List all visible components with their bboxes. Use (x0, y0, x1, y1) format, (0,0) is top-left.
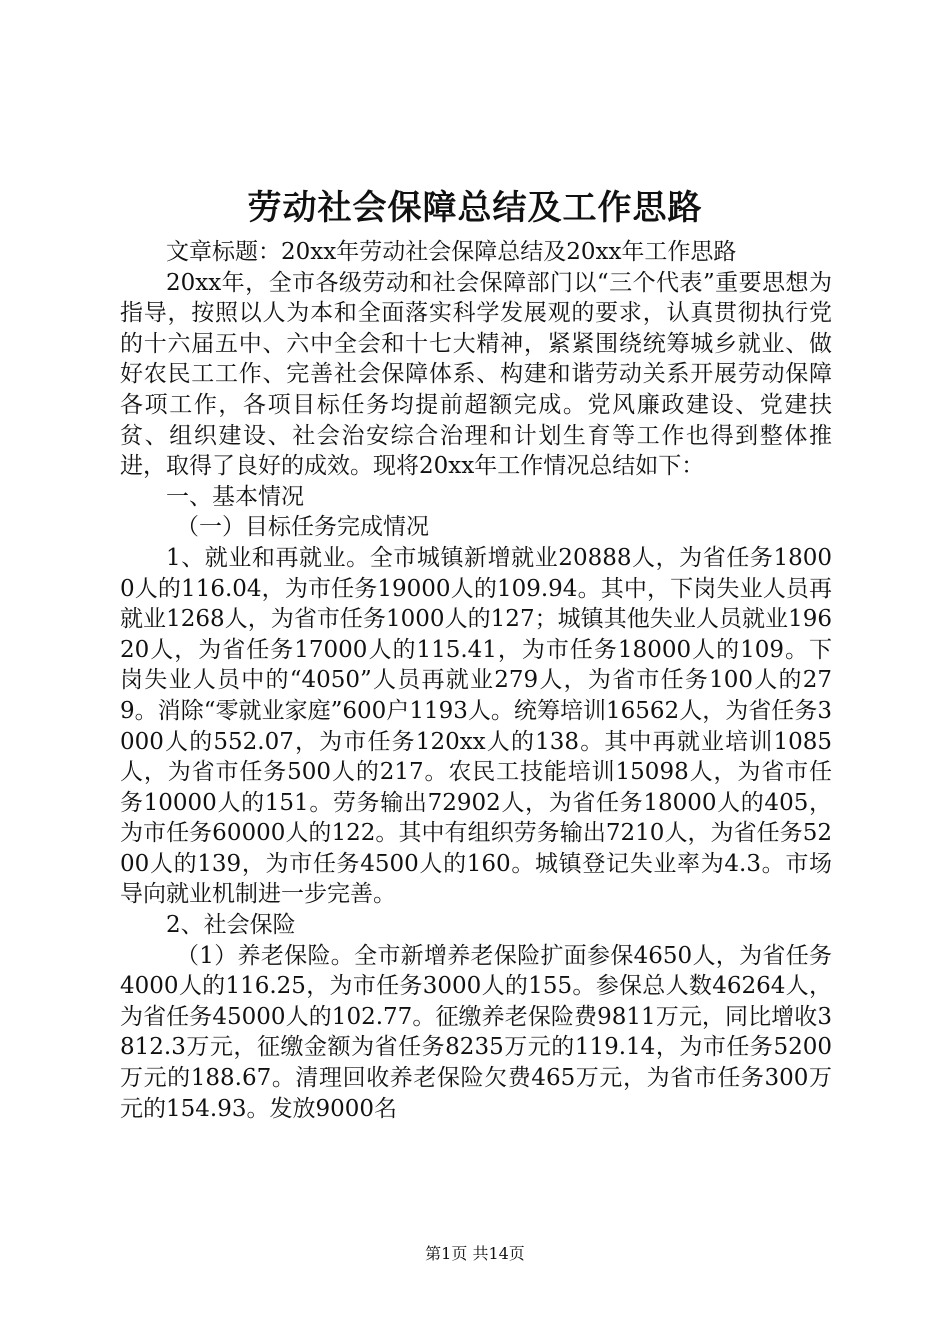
intro-paragraph: 20xx年，全市各级劳动和社会保障部门以“三个代表”重要思想为指导，按照以人为本和全面落实科学发展观的要求，认真贯彻执行党的十六届五中、六中全会和十七大精神，紧紧围绕统筹城乡就业、做好农民工工作、完善社会保障体系、构建和谐劳动关系开展劳动保障各项工作，各项目标任务均提前超额完成。党风廉政建设、党建扶贫、组织建设、社会治安综合治理和计划生育等工作也得到整体推进，取得了良好的成效。现将20xx年工作情况总结如下： (120, 269, 832, 480)
pension-paragraph: （1）养老保险。全市新增养老保险扩面参保4650人，为省任务4000人的116.25，为市任务3000人的155。参保总人数46264人，为省任务45000人的102.77。征缴养老保险费9811万元，同比增收3812.3万元，征缴金额为省任务8235万元的119.14，为市任务5200万元的188.67。清理回收养老保险欠费465万元，为省市任务300万元的154.93。发放9000名 (120, 942, 832, 1122)
document-title: 劳动社会保障总结及工作思路 (247, 188, 703, 228)
document-body (120, 237, 832, 1124)
section-heading: 一、基本情况 (166, 483, 304, 510)
page-number-footer: 第1页 共14页 (425, 1244, 525, 1263)
article-title-line: 文章标题：20xx年劳动社会保障总结及20xx年工作思路 (166, 239, 737, 265)
subsection-heading: （一）目标任务完成情况 (176, 514, 429, 541)
social-insurance-heading: 2、社会保险 (166, 912, 296, 939)
employment-paragraph: 1、就业和再就业。全市城镇新增就业20888人，为省任务18000人的116.04，为市任务19000人的109.94。其中，下岗失业人员再就业1268人，为省市任务1000人的127；城镇其他失业人员就业19620人，为省任务17000人的115.41，为市任务18000人的109。下岗失业人员中的“4050”人员再就业279人，为省市任务100人的279。消除“零就业家庭”600户1193人。统筹培训16562人，为省任务3000人的552.07，为市任务120xx人的138。其中再就业培训1085人，为省市任务500人的217。农民工技能培训15098人，为省市任务10000人的151。劳务输出72902人，为省任务18000人的405，为市任务60000人的122。其中有组织劳务输出7210人，为省任务5200人的139，为市任务4500人的160。城镇登记失业率为4.3。市场导向就业机制进一步完善。 (120, 544, 832, 908)
